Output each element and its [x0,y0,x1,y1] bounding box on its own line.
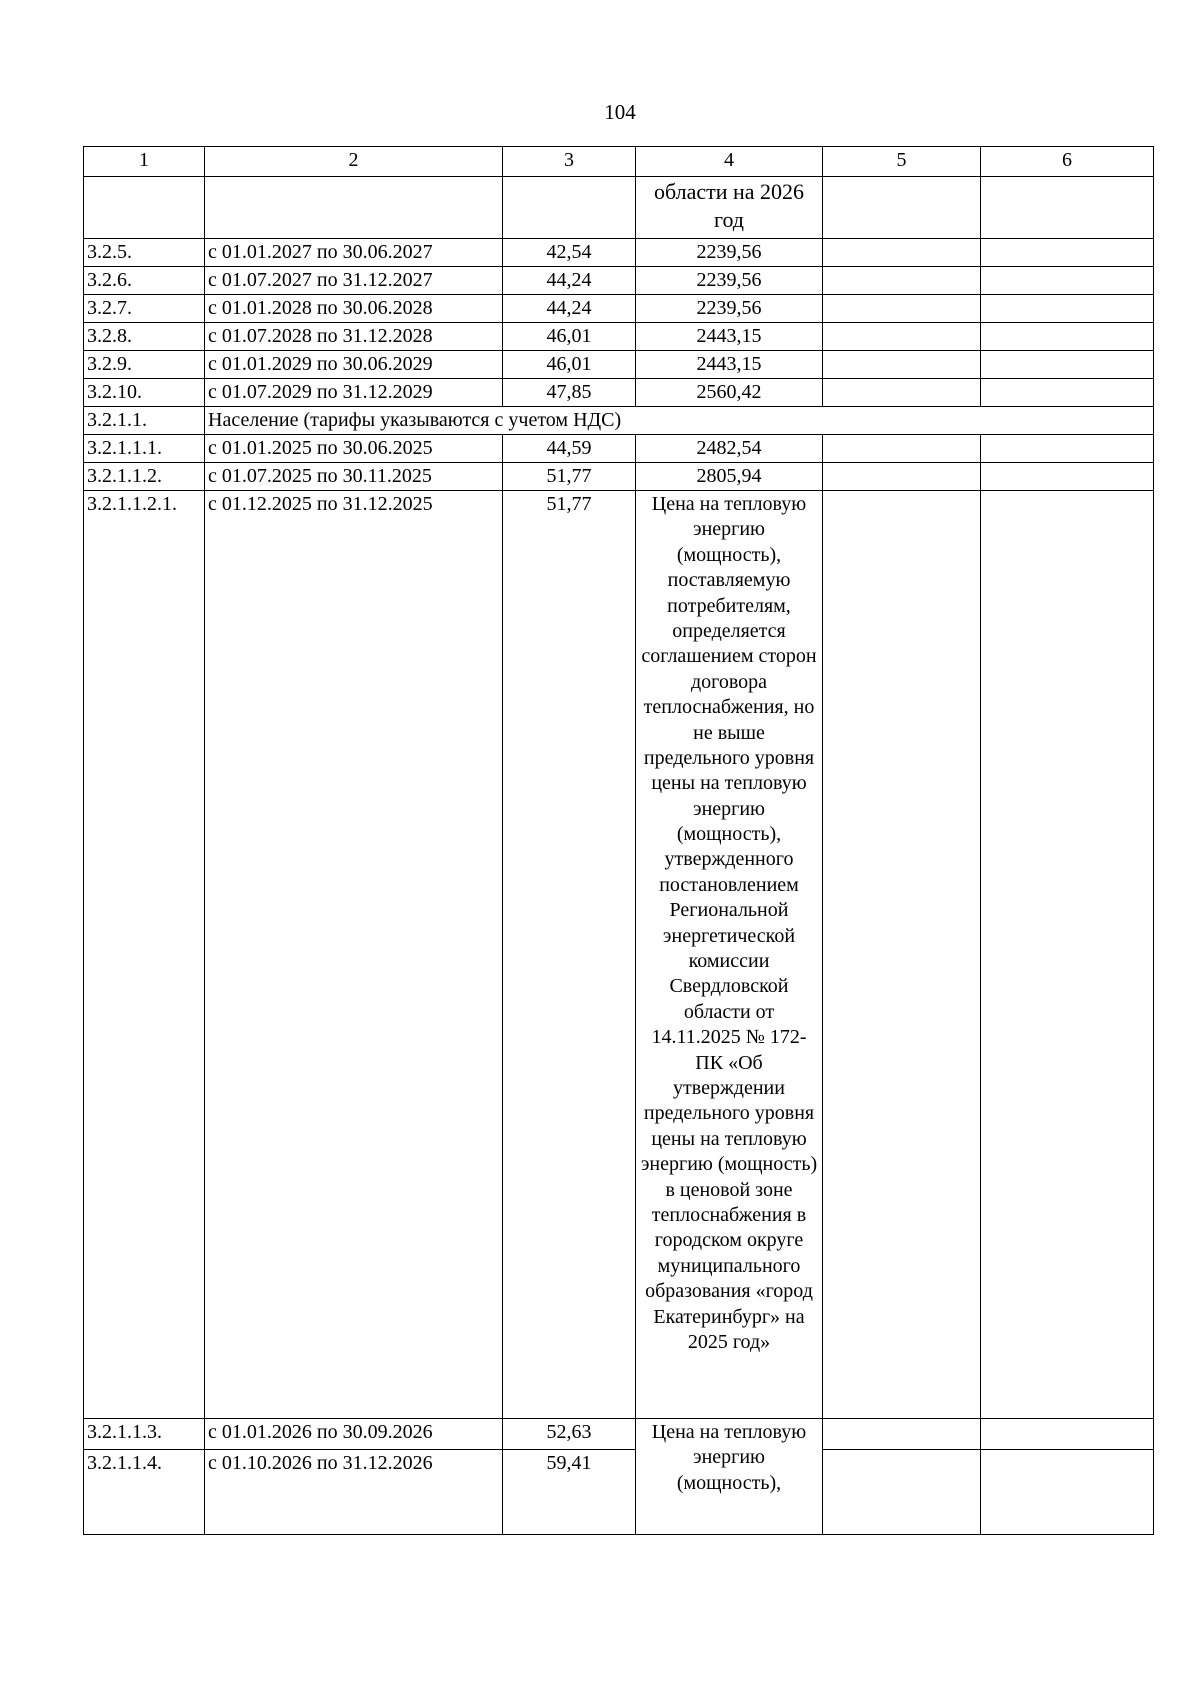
section-row [84,407,1154,435]
row-value-3: 51,77 [503,491,636,1419]
row-period: с 01.07.2029 по 31.12.2029 [205,379,503,407]
row-value-3: 42,54 [503,239,636,267]
row-value-3: 46,01 [503,323,636,351]
row-value-3: 59,41 [503,1450,636,1535]
row-value-3: 47,85 [503,379,636,407]
row-id: 3.2.10. [84,379,205,407]
row-period: с 01.07.2027 по 31.12.2027 [205,267,503,295]
row-id: 3.2.1.1.2. [84,463,205,491]
header-cell-3: 3 [503,147,636,177]
row-period: с 01.01.2025 по 30.06.2025 [205,435,503,463]
row-id: 3.2.7. [84,295,205,323]
tariff-table [83,146,1154,1535]
row-id: 3.2.1.1.4. [84,1450,205,1535]
header-cell-1: 1 [84,147,205,177]
row-id: 3.2.1.1.3. [84,1419,205,1450]
row-value-4: 2560,42 [636,379,823,407]
table-row [84,295,1154,323]
row-value-3: 51,77 [503,463,636,491]
row-value-4: 2443,15 [636,351,823,379]
row-period: с 01.01.2028 по 30.06.2028 [205,295,503,323]
merged-price-note: Цена на тепловую энергию (мощность), [636,1419,823,1535]
row-period: с 01.10.2026 по 31.12.2026 [205,1450,503,1535]
section-title: Население (тарифы указываются с учетом НДС) [205,407,1154,435]
row-value-3: 46,01 [503,351,636,379]
row-id: 3.2.5. [84,239,205,267]
row-value-3: 44,59 [503,435,636,463]
continuation-row [84,177,1154,239]
table-row [84,267,1154,295]
row-id: 3.2.6. [84,267,205,295]
row-value-4: 2239,56 [636,267,823,295]
row-value-3: 44,24 [503,267,636,295]
row-period: с 01.12.2025 по 31.12.2025 [205,491,503,1419]
row-id: 3.2.8. [84,323,205,351]
row-value-3: 52,63 [503,1419,636,1450]
row-period: с 01.01.2026 по 30.09.2026 [205,1419,503,1450]
table-row [84,463,1154,491]
row-value-4: 2443,15 [636,323,823,351]
row-value-4-text: Цена на тепловую энергию (мощность), поставляемую потребителям, определяется соглашением сторон договора теплоснабжения, но не выше предельного уровня цены на тепловую энергию (мощность), утвержденного постановлением Региональной энергетической комиссии Свердловской области от 14.11.2025 № 172-ПК «Об утверждении предельного уровня цены на тепловую энергию (мощность) в ценовой зоне теплоснабжения в городском округе муниципального образования «город Екатеринбург» на 2025 год» [636,491,823,1419]
header-cell-6: 6 [981,147,1154,177]
row-value-4: 2482,54 [636,435,823,463]
table-row [84,239,1154,267]
row-value-4: 2239,56 [636,239,823,267]
row-value-4: 2805,94 [636,463,823,491]
row-value-4: 2239,56 [636,295,823,323]
row-period: с 01.01.2027 по 30.06.2027 [205,239,503,267]
row-period: с 01.07.2028 по 31.12.2028 [205,323,503,351]
table-row [84,379,1154,407]
continuation-text: области на 2026 год [636,177,823,239]
section-id: 3.2.1.1. [84,407,205,435]
row-period: с 01.01.2029 по 30.06.2029 [205,351,503,379]
row-id: 3.2.1.1.1. [84,435,205,463]
header-row [84,147,1154,177]
row-id: 3.2.1.1.2.1. [84,491,205,1419]
row-period: с 01.07.2025 по 30.11.2025 [205,463,503,491]
header-cell-5: 5 [823,147,981,177]
table-row [84,435,1154,463]
row-value-3: 44,24 [503,295,636,323]
table-row [84,1450,1154,1535]
table-row [84,491,1154,1419]
header-cell-2: 2 [205,147,503,177]
row-id: 3.2.9. [84,351,205,379]
header-cell-4: 4 [636,147,823,177]
page-number: 104 [604,100,636,124]
table-row [84,351,1154,379]
table-row [84,1419,1154,1450]
table-row [84,323,1154,351]
